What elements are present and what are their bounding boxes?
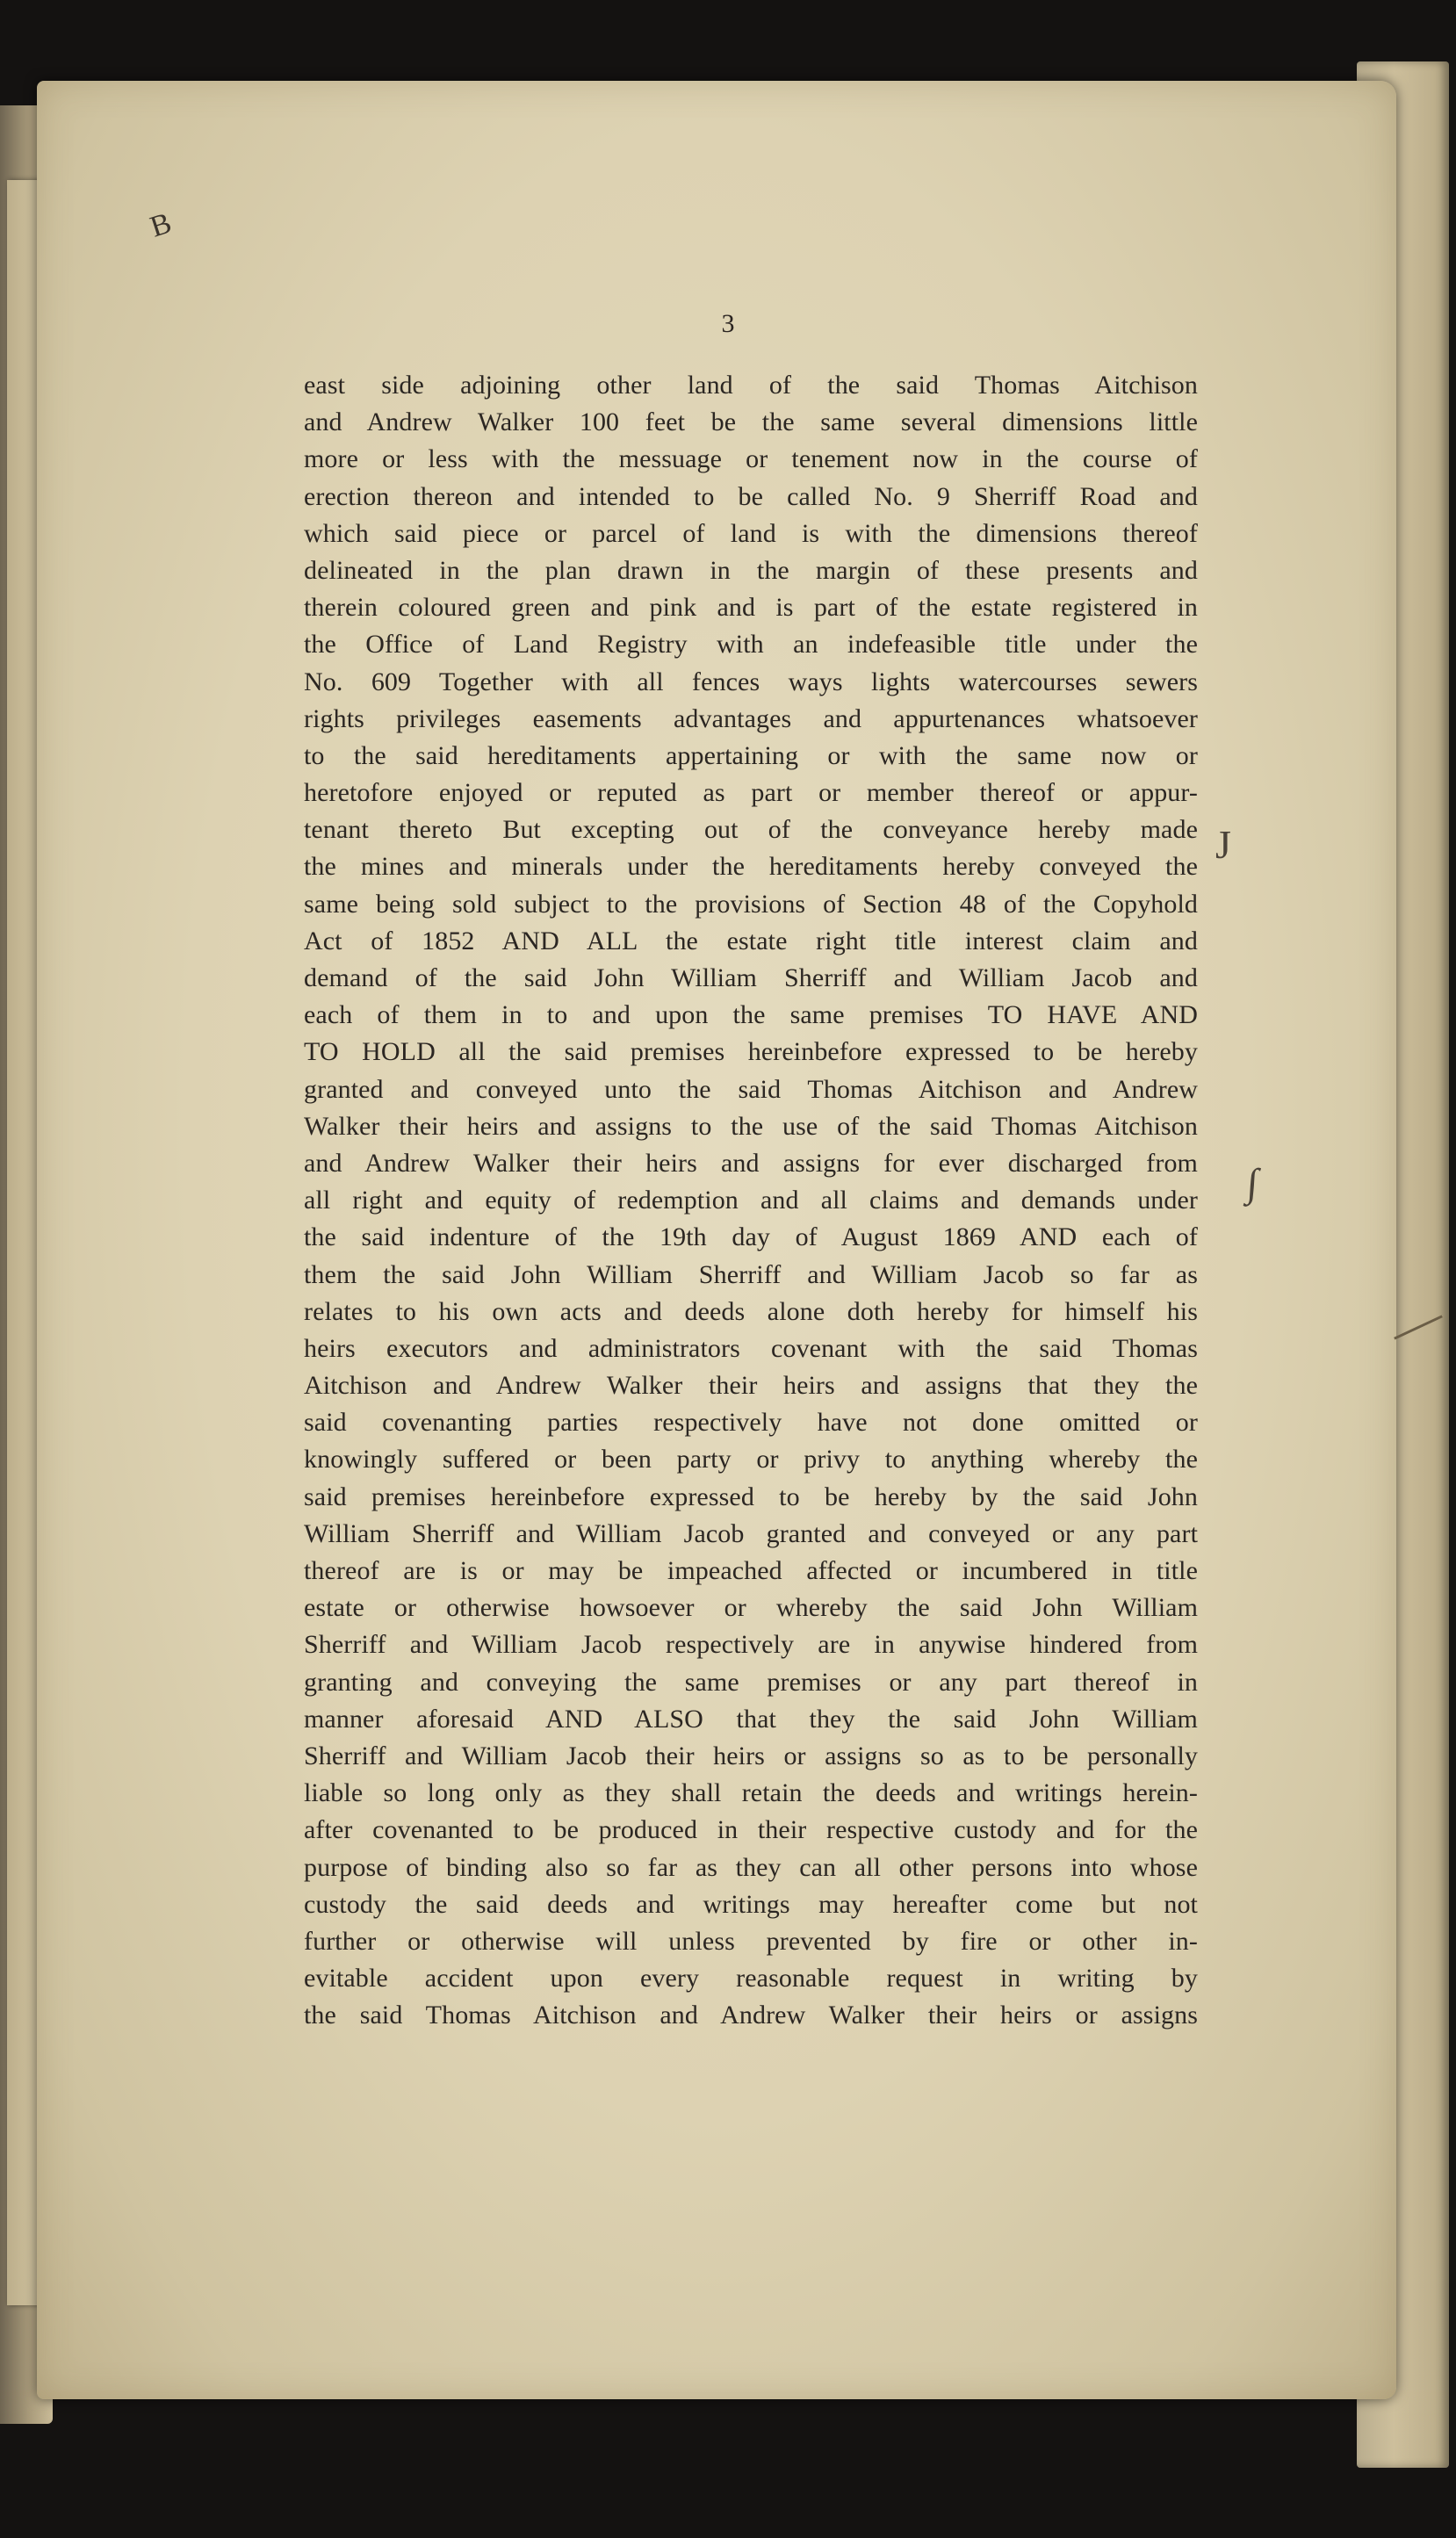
text-line: the Office of Land Registry with an indefeasible title under the [304, 630, 1198, 660]
text-line: after covenanted to be produced in their respective custody and for the [304, 1815, 1198, 1845]
corner-pencil-mark: B [146, 206, 176, 244]
text-line: manner aforesaid AND ALSO that they the said John William [304, 1704, 1198, 1734]
text-line: all right and equity of redemption and all claims and demands under [304, 1186, 1198, 1215]
text-line: granting and conveying the same premises or any part thereof in [304, 1667, 1198, 1697]
text-line: Sherriff and William Jacob their heirs or assigns so as to be personally [304, 1741, 1198, 1770]
text-line: William Sherriff and William Jacob granted and conveyed or any part [304, 1518, 1198, 1548]
text-line: heretofore enjoyed or reputed as part or member thereof or appur- [304, 778, 1198, 808]
text-line: the mines and minerals under the hereditaments hereby conveyed the [304, 852, 1198, 882]
text-line: said covenanting parties respectively have not done omitted or [304, 1408, 1198, 1438]
text-line: heirs executors and administrators covenant with the said Thomas [304, 1333, 1198, 1363]
text-line: purpose of binding also so far as they can all other persons into whose [304, 1852, 1198, 1882]
text-line: therein coloured green and pink and is part of the estate registered in [304, 593, 1198, 623]
text-line: Act of 1852 AND ALL the estate right title interest claim and [304, 926, 1198, 955]
text-line: and Andrew Walker 100 feet be the same several dimensions little [304, 407, 1198, 437]
page-number: 3 [721, 309, 735, 338]
margin-pencil-mark: ∫ [1245, 1159, 1260, 1206]
text-line: evitable accident upon every reasonable request in writing by [304, 1964, 1198, 1994]
text-line: granted and conveyed unto the said Thomas Aitchison and Andrew [304, 1074, 1198, 1104]
text-line: same being sold subject to the provisions of Section 48 of the Copyhold [304, 889, 1198, 919]
text-line: Walker their heirs and assigns to the use of the said Thomas Aitchison [304, 1111, 1198, 1141]
deed-body-text [304, 367, 1198, 2034]
text-line: Aitchison and Andrew Walker their heirs and assigns that they the [304, 1371, 1198, 1401]
text-line: the said indenture of the 19th day of August 1869 AND each of [304, 1222, 1198, 1252]
text-line: more or less with the messuage or tenement now in the course of [304, 444, 1198, 474]
text-line: No. 609 Together with all fences ways lights watercourses sewers [304, 667, 1198, 696]
text-line: custody the said deeds and writings may hereafter come but not [304, 1889, 1198, 1919]
text-line: and Andrew Walker their heirs and assigns for ever discharged from [304, 1148, 1198, 1178]
text-line: thereof are is or may be impeached affected or incumbered in title [304, 1556, 1198, 1585]
text-line: the said Thomas Aitchison and Andrew Walker their heirs or assigns [304, 2001, 1198, 2030]
text-line: east side adjoining other land of the said Thomas Aitchison [304, 371, 1198, 400]
text-line: knowingly suffered or been party or privy to anything whereby the [304, 1445, 1198, 1474]
text-line: erection thereon and intended to be called No. 9 Sherriff Road and [304, 481, 1198, 511]
text-line: to the said hereditaments appertaining or with the same now or [304, 740, 1198, 770]
text-line: TO HOLD all the said premises hereinbefore expressed to be hereby [304, 1037, 1198, 1067]
text-line: demand of the said John William Sherriff and William Jacob and [304, 963, 1198, 992]
text-line: relates to his own acts and deeds alone doth hereby for himself his [304, 1296, 1198, 1326]
text-line: delineated in the plan drawn in the margin of these presents and [304, 555, 1198, 585]
text-line: them the said John William Sherriff and William Jacob so far as [304, 1259, 1198, 1289]
text-line: liable so long only as they shall retain the deeds and writings herein- [304, 1778, 1198, 1808]
text-line: each of them in to and upon the same premises TO HAVE AND [304, 1000, 1198, 1030]
text-line: rights privileges easements advantages and appurtenances whatsoever [304, 703, 1198, 733]
text-line: estate or otherwise howsoever or whereby the said John William [304, 1593, 1198, 1623]
text-line: said premises hereinbefore expressed to be hereby by the said John [304, 1482, 1198, 1511]
text-line: Sherriff and William Jacob respectively are in anywise hindered from [304, 1630, 1198, 1660]
text-line: tenant thereto But excepting out of the conveyance hereby made [304, 815, 1198, 845]
text-line: further or otherwise will unless prevented by fire or other in- [304, 1926, 1198, 1956]
margin-pencil-mark: J [1215, 822, 1231, 867]
text-line: which said piece or parcel of land is with the dimensions thereof [304, 518, 1198, 548]
